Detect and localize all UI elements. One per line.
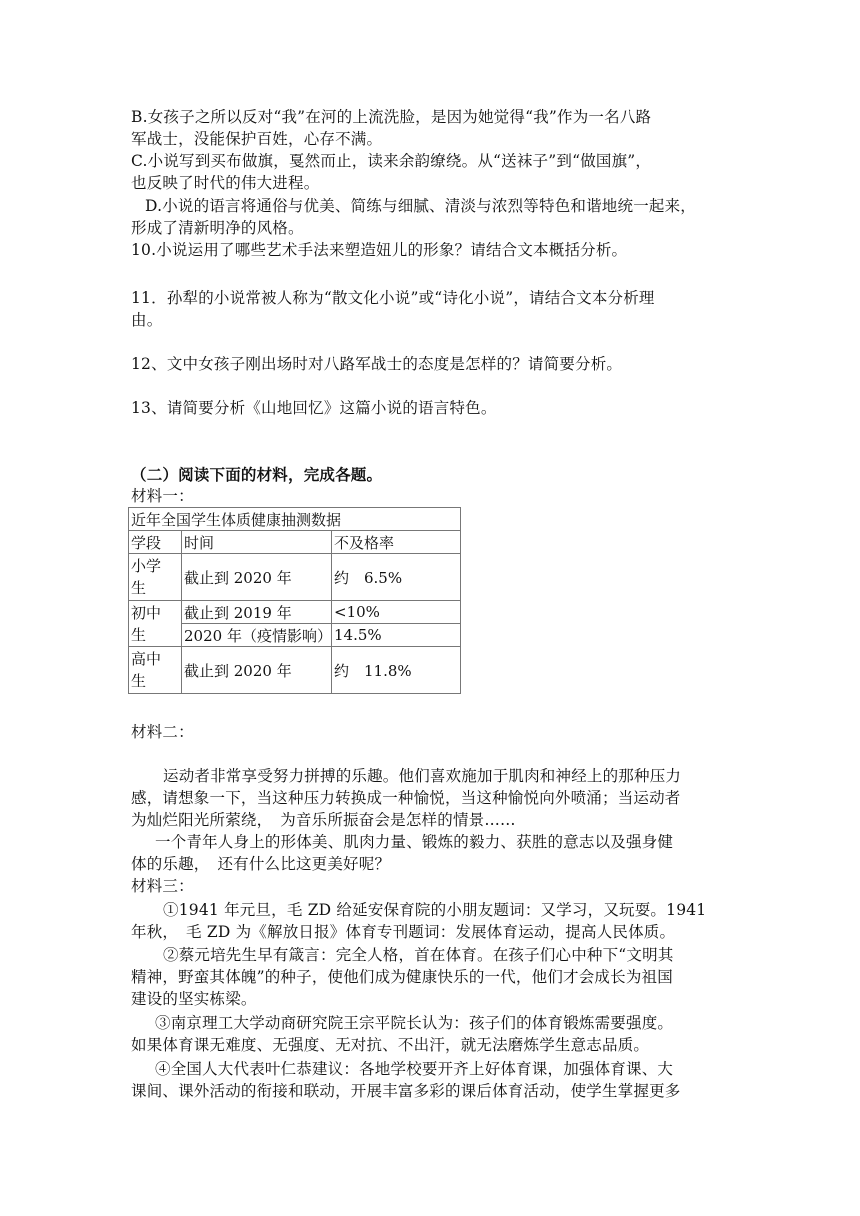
table-row bbox=[129, 554, 461, 601]
table-cell-rate: 约 11.8% bbox=[332, 647, 461, 694]
table-row bbox=[129, 508, 461, 531]
stage-text-a: 小学 bbox=[131, 557, 162, 575]
table-cell-rate: <10% bbox=[332, 601, 461, 624]
material-2-label: 材料二： bbox=[131, 723, 194, 741]
table-cell-time: 2020 年（疫情影响） bbox=[182, 624, 332, 647]
question-11-line-2: 由。 bbox=[131, 311, 163, 329]
material-3-item-1-line-2: 年秋， 毛 ZD 为《解放日报》体育专刊题词：发展体育运动，提高人民体质。 bbox=[131, 923, 676, 941]
material-3-item-4-line-1: ④全国人大代表叶仁恭建议：各地学校要开齐上好体育课，加强体育课、大 bbox=[155, 1060, 674, 1078]
material-3-item-2-line-3: 建设的坚实栋梁。 bbox=[131, 990, 257, 1008]
option-c-line-2: 也反映了时代的伟大进程。 bbox=[131, 174, 320, 192]
stage-text-b: 生 bbox=[131, 672, 147, 690]
option-b-line-2: 军战士，没能保护百姓，心存不满。 bbox=[131, 130, 383, 148]
table-cell-time: 截止到 2020 年 bbox=[182, 647, 332, 694]
option-b-line-1: B.女孩子之所以反对“我”在河的上流洗脸，是因为她觉得“我”作为一名八路 bbox=[131, 108, 652, 126]
table-cell-time: 截止到 2020 年 bbox=[182, 554, 332, 601]
question-10: 10.小说运用了哪些艺术手法来塑造妞儿的形象？请结合文本概括分析。 bbox=[131, 241, 628, 259]
material-2-p1-line-2: 感，请想象一下，当这种压力转换成一种愉悦，当这种愉悦向外喷涌；当运动者 bbox=[131, 789, 681, 807]
section-heading: （二）阅读下面的材料，完成各题。 bbox=[131, 465, 383, 484]
material-3-item-3-line-1: ③南京理工大学动商研究院王宗平院长认为：孩子们的体育锻炼需要强度。 bbox=[155, 1014, 674, 1032]
material-2-p2-line-1: 一个青年人身上的形体美、肌肉力量、锻炼的毅力、获胜的意志以及强身健 bbox=[155, 833, 674, 851]
table-cell-time: 截止到 2019 年 bbox=[182, 601, 332, 624]
material-2-p1-line-3: 为灿烂阳光所萦绕， 为音乐所振奋会是怎样的情景…… bbox=[131, 811, 516, 829]
material-2-p2-line-2: 体的乐趣， 还有什么比这更美好呢？ bbox=[131, 855, 391, 873]
material-3-item-2-line-2: 精神，野蛮其体魄”的种子，使他们成为健康快乐的一代，他们才会成长为祖国 bbox=[131, 968, 673, 986]
material-3-item-3-line-2: 如果体育课无难度、无强度、无对抗、不出汗，就无法磨炼学生意志品质。 bbox=[131, 1036, 650, 1054]
fitness-data-table bbox=[128, 507, 461, 694]
table-title: 近年全国学生体质健康抽测数据 bbox=[129, 508, 461, 531]
question-13: 13、请简要分析《山地回忆》这篇小说的语言特色。 bbox=[131, 399, 497, 417]
table-row bbox=[129, 531, 461, 554]
option-c-line-1: C.小说写到买布做旗，戛然而止，读来余韵缭绕。从“送袜子”到“做国旗”， bbox=[131, 152, 652, 170]
stage-text-b: 生 bbox=[131, 625, 147, 644]
stage-text-b: 生 bbox=[131, 579, 147, 597]
table-cell-stage bbox=[129, 601, 182, 647]
question-11-line-1: 11．孙犁的小说常被人称为“散文化小说”或“诗化小说”，请结合文本分析理 bbox=[131, 289, 655, 307]
material-2-p1-line-1: 运动者非常享受努力拼搏的乐趣。他们喜欢施加于肌肉和神经上的那种压力 bbox=[163, 767, 682, 785]
table-header: 时间 bbox=[182, 531, 332, 554]
stage-text-a: 高中 bbox=[131, 650, 162, 668]
table-row bbox=[129, 647, 461, 694]
stage-text-a: 初中 bbox=[131, 603, 162, 622]
option-d-line-2: 形成了清新明净的风格。 bbox=[131, 219, 304, 237]
table-row bbox=[129, 601, 461, 624]
table-header: 学段 bbox=[129, 531, 182, 554]
material-3-label: 材料三： bbox=[131, 877, 194, 895]
question-12: 12、文中女孩子刚出场时对八路军战士的态度是怎样的？请简要分析。 bbox=[131, 355, 623, 373]
option-d-line-1: D.小说的语言将通俗与优美、简练与细腻、清淡与浓烈等特色和谐地统一起来， bbox=[145, 197, 697, 215]
material-1-label: 材料一： bbox=[131, 487, 194, 505]
table-header: 不及格率 bbox=[332, 531, 461, 554]
material-3-item-2-line-1: ②蔡元培先生早有箴言：完全人格，首在体育。在孩子们心中种下“文明其 bbox=[163, 946, 674, 964]
material-3-item-1-line-1: ①1941 年元旦，毛 ZD 给延安保育院的小朋友题词：又学习，又玩耍。1941 bbox=[163, 901, 707, 919]
table-cell-rate: 14.5% bbox=[332, 624, 461, 647]
table-cell-stage bbox=[129, 647, 182, 694]
material-3-item-4-line-2: 课间、课外活动的衔接和联动，开展丰富多彩的课后体育活动，使学生掌握更多 bbox=[131, 1082, 681, 1100]
table-cell-rate: 约 6.5% bbox=[332, 554, 461, 601]
table-cell-stage bbox=[129, 554, 182, 601]
